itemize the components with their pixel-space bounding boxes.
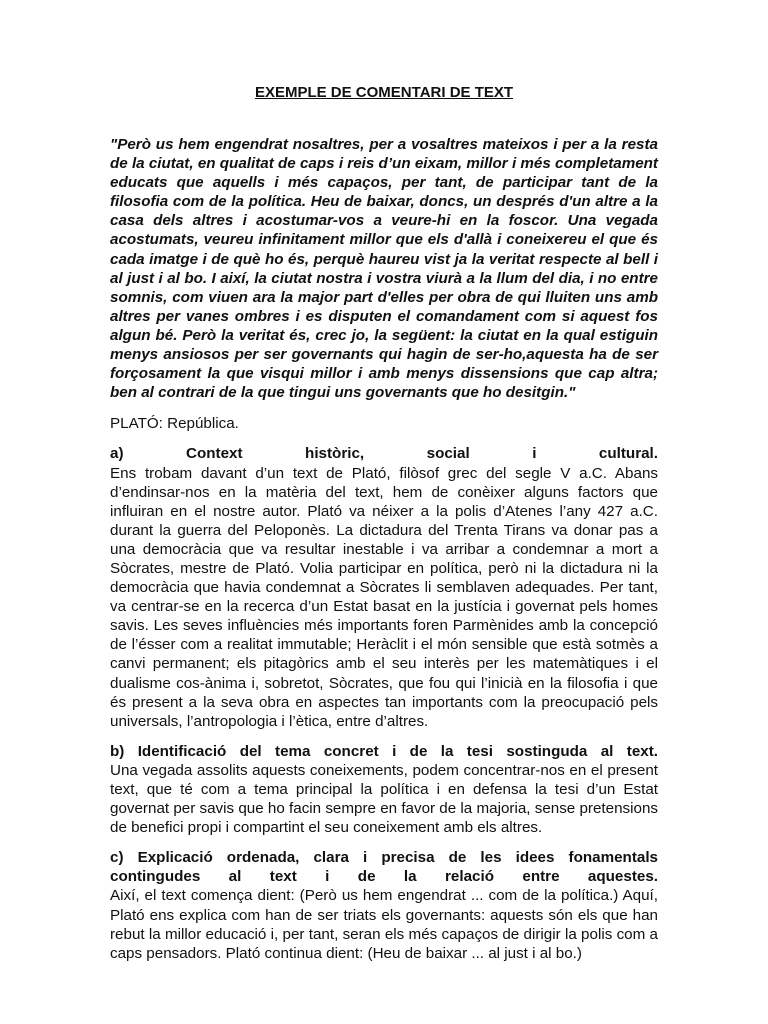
section-c-heading: c) Explicació ordenada, clara i precisa de les idees fonamentals contingudes al text i de la relació entre aquestes. bbox=[110, 849, 658, 886]
document-page bbox=[110, 84, 658, 974]
quote-paragraph: "Però us hem engendrat nosaltres, per a vosaltres mateixos i per a la resta de la ciutat, en qualitat de caps i reis d’un eixam, millor i més completament educats que aquells i més capaços, per tant, de participar tant de la filosofia com de la política. Heu de baixar, doncs, un després d'un altre a la casa dels altres i acostumar-vos a veure-hi en la foscor. Una vegada acostumats, veureu infinitament millor que els d'allà i coneixereu el que és cada imatge i de què ho és, perquè haureu vist ja la veritat respecte al bell i al just i al bo. I així, la ciutat nostra i vostra viurà a la llum del dia, i no entre somnis, com viuen ara la major part d'elles per obra de qui lluiten uns amb altres per vanes ombres i es disputen el comandament com si aquest fos algun bé. Però la veritat és, crec jo, la següent: la ciutat en la qual estiguin menys ansiosos per ser governants qui hagin de ser-ho,aquesta ha de ser forçosament la que visqui millor i amb menys dissensions que cap altra; ben al contrari de la que tingui uns governants que ho desitgin." bbox=[110, 136, 658, 402]
document-title: EXEMPLE DE COMENTARI DE TEXT bbox=[254, 84, 514, 101]
section-a-body: Ens trobam davant d’un text de Plató, filòsof grec del segle V a.C. Abans d’endinsar-nos en la matèria del text, hem de conèixer alguns factors que influiran en el nostre autor. Plató va néixer a la polis d’Atenes l’any 427 a.C. durant la guerra del Peloponès. La dictadura del Trenta Tirans va donar pas a una democràcia que va resultar inestable i va arribar a condemnar a mort a Sòcrates, mestre de Plató. Volia participar en política, però ni la dictadura ni la democràcia que havia condemnat a Sòcrates li semblaven adequades. Per tant, va centrar-se en la recerca d’un Estat basat en la justícia i governat pels homes savis. Les seves influències més importants foren Parmènides amb la concepció de l’ésser com a realitat immutable; Heràclit i el món sensible que està sotmès a canvi permanent; els pitagòrics amb el seu interès per les matemàtiques i el dualisme cos-ànima i, sobretot, Sòcrates, que fou qui l’inicià en la filosofia i que és present a la seva obra en aspectes tan importants com la preocupació pels universals, l’antropologia i l’ètica, entre d’altres. bbox=[110, 464, 658, 730]
section-a-heading: a) Context històric, social i cultural. bbox=[110, 445, 658, 463]
section-a bbox=[110, 444, 658, 730]
section-b-body: Una vegada assolits aquests coneixements, podem concentrar-nos en el present text, que té com a tema principal la política i en defensa la tesi d’un Estat governat per savis que ho facin sempre en favor de la majoria, sense pretensions de benefici propi i compartint el seu coneixement amb els altres. bbox=[110, 761, 658, 837]
section-b bbox=[110, 742, 658, 837]
section-c-body: Així, el text comença dient: (Però us hem engendrat ... com de la política.) Aquí, Plató ens explica com han de ser triats els governants: aquests són els que han rebut la millor educació i, per tant, seran els més capaços de dirigir la polis com a caps pensadors. Plató continua dient: (Heu de baixar ... al just i al bo.) bbox=[110, 887, 658, 962]
source-citation: PLATÓ: República. bbox=[110, 415, 239, 433]
section-c bbox=[110, 848, 658, 963]
section-b-heading: b) Identificació del tema concret i de la tesi sostinguda al text. bbox=[110, 742, 658, 760]
